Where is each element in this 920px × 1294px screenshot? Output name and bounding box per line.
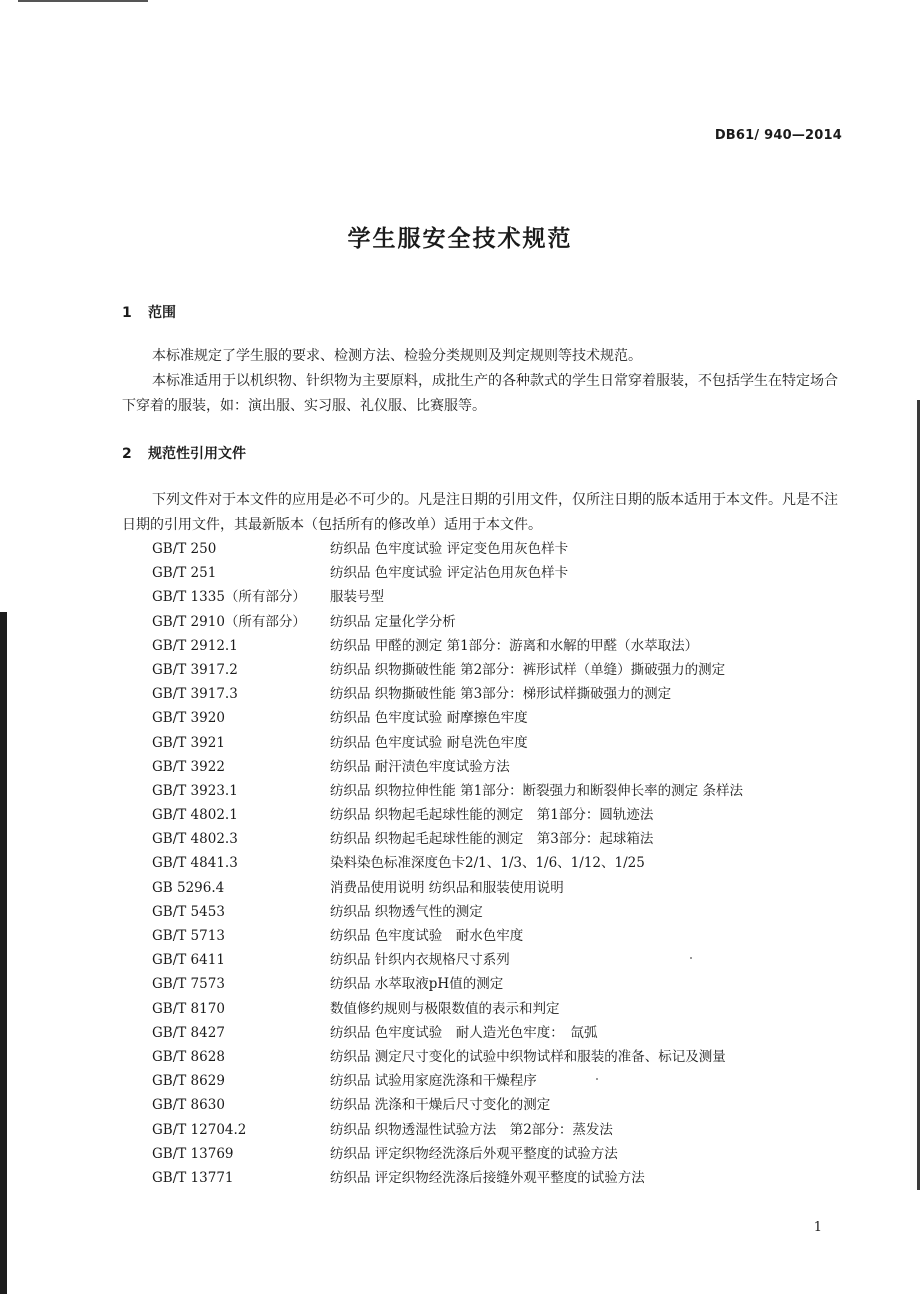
reference-title: 纺织品 水萃取液pH值的测定 xyxy=(330,976,504,993)
reference-item xyxy=(152,1142,852,1166)
reference-item xyxy=(152,803,852,827)
reference-item xyxy=(152,1166,852,1190)
reference-title: 纺织品 甲醛的测定 第1部分：游离和水解的甲醛（水萃取法） xyxy=(330,637,699,654)
section-title: 范围 xyxy=(148,305,176,321)
reference-code: GB/T 3922 xyxy=(152,758,225,775)
reference-title: 纺织品 织物拉伸性能 第1部分：断裂强力和断裂伸长率的测定 条样法 xyxy=(330,782,743,799)
reference-item xyxy=(152,948,852,972)
reference-item xyxy=(152,561,852,585)
reference-title: 纺织品 织物撕破性能 第2部分：裤形试样（单缝）撕破强力的测定 xyxy=(330,661,726,678)
reference-code: GB 5296.4 xyxy=(152,879,225,896)
reference-item xyxy=(152,851,852,875)
reference-code: GB/T 5713 xyxy=(152,928,225,944)
reference-code: GB/T 12704.2 xyxy=(152,1121,247,1138)
reference-code: GB/T 3923.1 xyxy=(152,782,238,799)
reference-item xyxy=(152,997,852,1021)
reference-item xyxy=(152,706,852,730)
reference-title: 纺织品 定量化学分析 xyxy=(330,613,456,630)
scan-edge-top xyxy=(18,0,148,2)
reference-title: 纺织品 织物透气性的测定 xyxy=(330,903,483,920)
document-title: 学生服安全技术规范 xyxy=(347,226,573,252)
reference-title: 纺织品 针织内衣规格尺寸系列 xyxy=(330,952,510,969)
scope-paragraph-1: 本标准规定了学生服的要求、检测方法、检验分类规则及判定规则等技术规范。 xyxy=(152,348,642,364)
reference-title: 纺织品 色牢度试验 耐人造光色牢度： 氙弧 xyxy=(330,1024,598,1041)
reference-item xyxy=(152,610,852,634)
reference-title: 纺织品 色牢度试验 耐摩擦色牢度 xyxy=(330,710,528,727)
reference-item xyxy=(152,972,852,996)
reference-code: GB/T 8170 xyxy=(152,1000,225,1017)
reference-code: GB/T 3921 xyxy=(152,734,225,751)
reference-item xyxy=(152,1118,852,1142)
section-number: 1 xyxy=(122,305,132,321)
reference-item xyxy=(152,900,852,924)
reference-code: GB/T 6411 xyxy=(152,952,225,969)
reference-item xyxy=(152,1093,852,1117)
reference-title: 纺织品 洗涤和干燥后尺寸变化的测定 xyxy=(330,1097,551,1114)
reference-item xyxy=(152,1045,852,1069)
reference-code: GB/T 3917.2 xyxy=(152,661,238,678)
reference-title: 纺织品 织物起毛起球性能的测定 第3部分：起球箱法 xyxy=(330,831,654,848)
reference-code: GB/T 4802.1 xyxy=(152,807,238,824)
reference-title: 纺织品 色牢度试验 耐水色牢度 xyxy=(330,928,524,944)
reference-title: 数值修约规则与极限数值的表示和判定 xyxy=(330,1000,560,1017)
reference-item xyxy=(152,537,852,561)
reference-code: GB/T 4802.3 xyxy=(152,831,238,848)
reference-item xyxy=(152,755,852,779)
reference-item xyxy=(152,1021,852,1045)
reference-title: 纺织品 色牢度试验 评定沾色用灰色样卡 xyxy=(330,565,569,582)
reference-item xyxy=(152,634,852,658)
reference-title: 纺织品 评定织物经洗涤后接缝外观平整度的试验方法 xyxy=(330,1169,645,1186)
reference-title: 纺织品 色牢度试验 耐皂洗色牢度 xyxy=(330,734,528,751)
document-code: DB61/ 940—2014 xyxy=(714,128,842,143)
reference-list xyxy=(152,537,852,1190)
reference-title: 纺织品 评定织物经洗涤后外观平整度的试验方法 xyxy=(330,1145,618,1162)
reference-item xyxy=(152,827,852,851)
section-number: 2 xyxy=(122,446,132,462)
reference-code: GB/T 250 xyxy=(152,541,217,557)
reference-item xyxy=(152,731,852,755)
reference-code: GB/T 8630 xyxy=(152,1097,225,1114)
reference-title: 纺织品 织物透湿性试验方法 第2部分：蒸发法 xyxy=(330,1121,613,1138)
reference-item xyxy=(152,585,852,609)
reference-title: 染料染色标准深度色卡2/1、1/3、1/6、1/12、1/25 xyxy=(330,855,645,872)
reference-title: 消费品使用说明 纺织品和服装使用说明 xyxy=(330,879,564,896)
reference-code: GB/T 251 xyxy=(152,565,217,582)
page-number: 1 xyxy=(813,1220,822,1235)
reference-title: 纺织品 测定尺寸变化的试验中织物试样和服装的准备、标记及测量 xyxy=(330,1048,726,1065)
reference-title: 纺织品 织物撕破性能 第3部分：梯形试样撕破强力的测定 xyxy=(330,686,672,703)
reference-title: 纺织品 试验用家庭洗涤和干燥程序 xyxy=(330,1073,537,1090)
reference-title: 纺织品 色牢度试验 评定变色用灰色样卡 xyxy=(330,541,569,557)
references-intro: 下列文件对于本文件的应用是必不可少的。凡是注日期的引用文件，仅所注日期的版本适用于本文件。凡是不注日期的引用文件，其最新版本（包括所有的修改单）适用于本文件。 xyxy=(122,492,838,533)
reference-code: GB/T 2910（所有部分） xyxy=(152,613,306,630)
section-title: 规范性引用文件 xyxy=(148,446,246,462)
reference-code: GB/T 2912.1 xyxy=(152,637,238,654)
section-heading-references xyxy=(122,443,246,463)
scope-paragraph-2: 本标准适用于以机织物、针织物为主要原料，成批生产的各种款式的学生日常穿着服装，不包括学生在特定场合下穿着的服装，如：演出服、实习服、礼仪服、比赛服等。 xyxy=(122,373,838,414)
reference-item xyxy=(152,1069,852,1093)
reference-code: GB/T 3917.3 xyxy=(152,686,238,703)
reference-item xyxy=(152,876,852,900)
reference-title: 纺织品 织物起毛起球性能的测定 第1部分：圆轨迹法 xyxy=(330,807,654,824)
reference-item xyxy=(152,779,852,803)
reference-title: 纺织品 耐汗渍色牢度试验方法 xyxy=(330,758,510,775)
reference-item xyxy=(152,658,852,682)
reference-item xyxy=(152,924,852,948)
reference-code: GB/T 7573 xyxy=(152,976,225,993)
reference-code: GB/T 5453 xyxy=(152,903,225,920)
reference-code: GB/T 8628 xyxy=(152,1048,225,1065)
reference-code: GB/T 4841.3 xyxy=(152,855,238,872)
reference-code: GB/T 13771 xyxy=(152,1169,234,1186)
reference-title: 服装号型 xyxy=(330,589,384,606)
reference-code: GB/T 1335（所有部分） xyxy=(152,589,306,606)
reference-code: GB/T 13769 xyxy=(152,1145,234,1162)
reference-item xyxy=(152,682,852,706)
scan-edge-left xyxy=(0,612,7,1294)
reference-code: GB/T 8629 xyxy=(152,1073,225,1090)
section-heading-scope xyxy=(122,302,176,322)
reference-code: GB/T 8427 xyxy=(152,1024,225,1041)
reference-code: GB/T 3920 xyxy=(152,710,225,727)
